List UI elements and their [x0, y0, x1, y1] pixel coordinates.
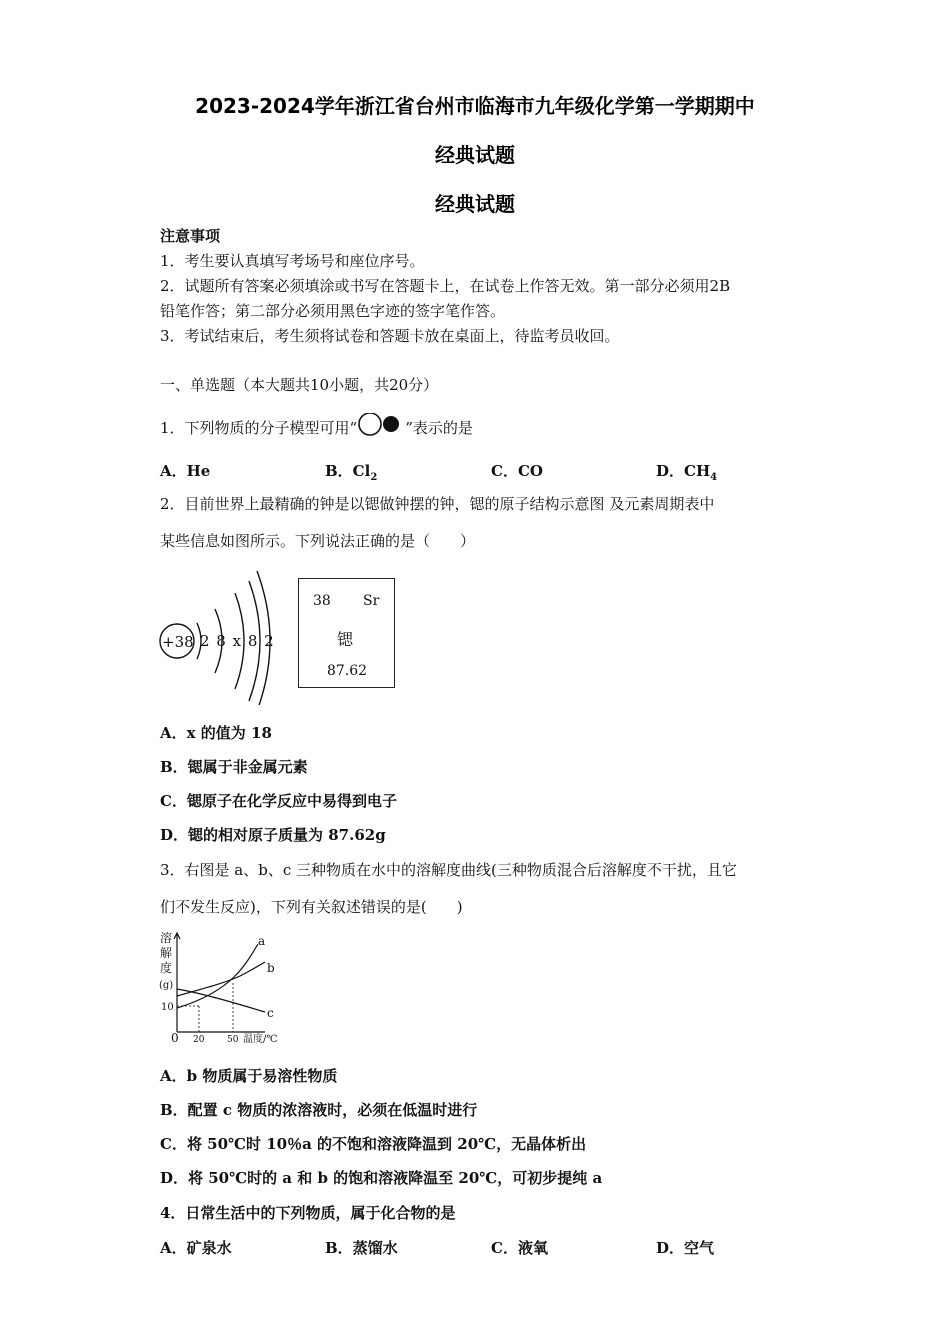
q1-option-b-sub: 2 — [370, 472, 378, 483]
notice-item-2-cont: 铅笔作答；第二部分必须用黑色字迹的签字笔作答。 — [160, 302, 506, 320]
notice-item-1: 1．考生要认真填写考场号和座位序号。 — [160, 252, 425, 270]
q2-stem-line2: 某些信息如图所示。下列说法正确的是（ ） — [160, 532, 476, 550]
page-title-line2: 经典试题 — [435, 143, 515, 167]
q4-option-c: C．液氧 — [491, 1239, 548, 1257]
q1-option-d-text: D．CH — [656, 462, 711, 480]
notice-item-3: 3．考试结束后，考生须将试卷和答题卡放在桌面上，待监考员收回。 — [160, 327, 620, 345]
x-tick-20: 20 — [193, 1035, 205, 1045]
curve-label-b: b — [267, 961, 275, 975]
q1-option-b — [325, 460, 377, 483]
q2-option-d: D．锶的相对原子质量为 87.62g — [160, 826, 386, 844]
atom-nucleus-label: +38 — [162, 633, 194, 651]
q1-option-d-sub: 4 — [710, 472, 718, 483]
q4-option-d: D．空气 — [656, 1239, 715, 1257]
q3-stem-line1: 3．右图是 a、b、c 三种物质在水中的溶解度曲线(三种物质混合后溶解度不干扰，且它 — [160, 861, 737, 879]
ylabel-char-2: 解 — [160, 946, 173, 960]
q4-stem: 4．日常生活中的下列物质，属于化合物的是 — [160, 1204, 456, 1222]
x-axis-label: 温度/℃ — [243, 1034, 278, 1045]
notice-item-2: 2．试题所有答案必须填涂或书写在答题卡上，在试卷上作答无效。第一部分必须用2B — [160, 277, 731, 295]
q4-option-b: B．蒸馏水 — [325, 1239, 398, 1257]
q1-option-a: A．He — [160, 462, 211, 480]
solubility-chart — [155, 928, 290, 1048]
element-symbol: Sr — [363, 593, 380, 609]
q2-stem-line1: 2．目前世界上最精确的钟是以锶做钟摆的钟，锶的原子结构示意图 及元素周期表中 — [160, 495, 715, 513]
q3-option-a: A．b 物质属于易溶性物质 — [160, 1067, 338, 1085]
q2-option-b: B．锶属于非金属元素 — [160, 758, 308, 776]
ylabel-char-4: (g) — [159, 980, 174, 991]
curve-label-c: c — [267, 1006, 274, 1020]
element-cell — [298, 578, 395, 688]
y-tick-10: 10 — [161, 1002, 174, 1013]
notice-heading: 注意事项 — [160, 227, 221, 245]
q3-option-c: C．将 50℃时 10％a 的不饱和溶液降温到 20℃，无晶体析出 — [160, 1135, 587, 1153]
q3-option-d: D．将 50℃时的 a 和 b 的饱和溶液降温至 20℃，可初步提纯 a — [160, 1169, 603, 1187]
element-atomic-mass: 87.62 — [327, 663, 368, 679]
ylabel-char-3: 度 — [160, 961, 173, 975]
q2-option-a: A．x 的值为 18 — [160, 724, 272, 742]
q2-option-c: C．锶原子在化学反应中易得到电子 — [160, 792, 397, 810]
atom-electron-shells: 2 8 x 8 2 — [200, 632, 275, 650]
molecule-model-icon — [357, 413, 405, 437]
q1-option-c: C．CO — [491, 462, 543, 480]
element-name: 锶 — [337, 630, 354, 649]
q3-option-b: B．配置 c 物质的浓溶液时，必须在低温时进行 — [160, 1101, 478, 1119]
q1-stem-before: 1．下列物质的分子模型可用“ — [160, 419, 358, 437]
x-tick-50: 50 — [227, 1035, 239, 1045]
q3-stem-line2: 们不发生反应)，下列有关叙述错误的是( ) — [160, 898, 463, 916]
origin-label: 0 — [171, 1031, 179, 1045]
ylabel-char-1: 溶 — [160, 931, 173, 945]
page-title-line1: 2023-2024学年浙江省台州市临海市九年级化学第一学期期中 — [195, 94, 755, 118]
q1-option-d — [656, 460, 717, 483]
section-heading: 一、单选题（本大题共10小题，共20分） — [160, 376, 439, 394]
curve-b — [177, 962, 265, 996]
page-title-line3: 经典试题 — [435, 192, 515, 216]
q1-option-b-text: B．Cl — [325, 462, 371, 480]
q4-option-a: A．矿泉水 — [160, 1239, 232, 1257]
q1-stem — [160, 413, 473, 438]
curve-label-a: a — [258, 934, 266, 948]
q1-stem-after: ”表示的是 — [405, 419, 473, 437]
element-atomic-number: 38 — [313, 593, 331, 609]
